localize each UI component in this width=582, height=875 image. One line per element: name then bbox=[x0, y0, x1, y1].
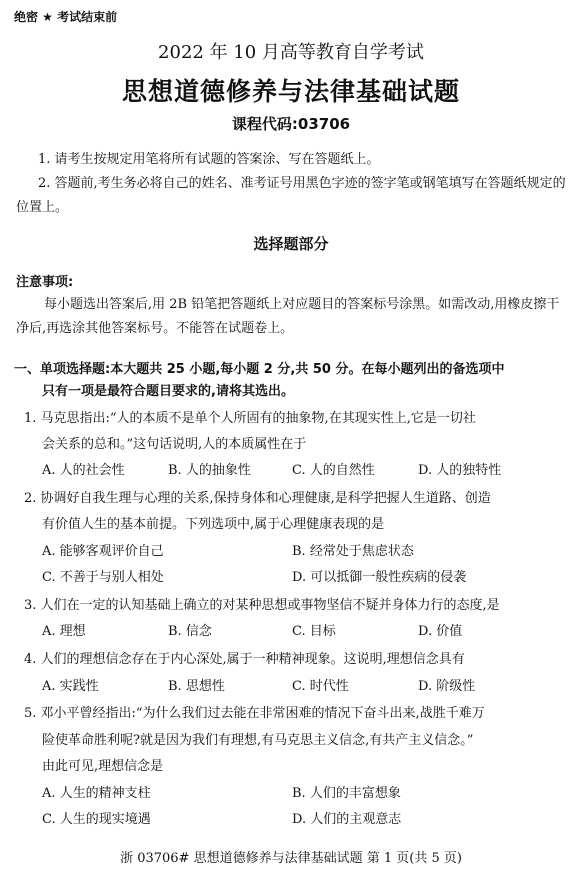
question-2-line-1: 2. 协调好自我生理与心理的关系,保持身体和心理健康,是科学把握人生道路、创造 bbox=[24, 491, 491, 506]
question-5-line-2: 险使革命胜利呢?就是因为我们有理想,有马克思主义信念,有共产主义信念。” bbox=[42, 733, 474, 748]
notice-text: 每小题选出答案后,用 2B 铅笔把答题纸上对应题目的答案标号涂黑。如需改动,用橡皮擦干净后,再选涂其他答案标号。不能答在试题卷上。 bbox=[16, 297, 560, 336]
instruction-2: 2. 答题前,考生务必将自己的姓名、准考证号用黑色字迹的签字笔或钢笔填写在答题纸规定的位置上。 bbox=[16, 176, 566, 215]
question-3-line-1: 3. 人们在一定的认知基础上确立的对某种思想或事物坚信不疑并身体力行的态度,是 bbox=[24, 598, 500, 613]
question-5-option-b: B. 人们的丰富想象 bbox=[292, 786, 401, 801]
instruction-1: 1. 请考生按规定用笔将所有试题的答案涂、写在答题纸上。 bbox=[38, 152, 380, 167]
question-3-option-b: B. 信念 bbox=[168, 624, 212, 639]
question-5-line-1: 5. 邓小平曾经指出:“为什么我们过去能在非常困难的情况下奋斗出来,战胜千难万 bbox=[24, 706, 485, 721]
subject-title: 思想道德修养与法律基础试题 bbox=[121, 77, 460, 106]
question-1-option-c: C. 人的自然性 bbox=[292, 463, 375, 478]
question-1-option-b: B. 人的抽象性 bbox=[168, 463, 251, 478]
exam-title: 2022 年 10 月高等教育自学考试 bbox=[158, 42, 424, 63]
question-1-line-2: 会关系的总和。”这句话说明,人的本质属性在于 bbox=[42, 437, 307, 452]
question-2-option-a: A. 能够客观评价自己 bbox=[42, 544, 164, 559]
question-1-line-1: 1. 马克思指出:“人的本质不是单个人所固有的抽象物,在其现实性上,它是一切社 bbox=[24, 411, 476, 426]
section-heading: 选择题部分 bbox=[253, 235, 329, 253]
question-4-option-d: D. 阶级性 bbox=[418, 679, 476, 694]
question-4-option-a: A. 实践性 bbox=[42, 679, 99, 694]
course-code: 课程代码:03706 bbox=[231, 115, 351, 133]
question-5-option-c: C. 人生的现实境遇 bbox=[42, 812, 151, 827]
question-5-option-d: D. 人们的主观意志 bbox=[292, 812, 402, 827]
question-5-option-a: A. 人生的精神支柱 bbox=[42, 786, 151, 801]
question-3-option-d: D. 价值 bbox=[418, 624, 463, 639]
question-4-option-c: C. 时代性 bbox=[292, 679, 349, 694]
question-3-option-a: A. 理想 bbox=[42, 624, 86, 639]
part-heading-continued: 只有一项是最符合题目要求的,请将其选出。 bbox=[42, 384, 294, 399]
question-4-option-b: B. 思想性 bbox=[168, 679, 225, 694]
question-2-line-2: 有价值人生的基本前提。下列选项中,属于心理健康表现的是 bbox=[42, 517, 385, 532]
question-5-line-3: 由此可见,理想信念是 bbox=[42, 759, 164, 774]
question-2-option-c: C. 不善于与别人相处 bbox=[42, 570, 164, 585]
question-2-option-b: B. 经常处于焦虑状态 bbox=[292, 544, 414, 559]
question-4-line-1: 4. 人们的理想信念存在于内心深处,属于一种精神现象。这说明,理想信念具有 bbox=[24, 652, 465, 667]
question-1-option-d: D. 人的独特性 bbox=[418, 463, 502, 478]
confidential-label: 绝密 ★ 考试结束前 bbox=[14, 10, 118, 24]
question-2-option-d: D. 可以抵御一般性疾病的侵袭 bbox=[292, 570, 467, 585]
page-footer: 浙 03706# 思想道德修养与法律基础试题 第 1 页(共 5 页) bbox=[120, 851, 462, 866]
question-1-option-a: A. 人的社会性 bbox=[42, 463, 125, 478]
part-heading: 一、单项选择题:本大题共 25 小题,每小题 2 分,共 50 分。在每小题列出的备选项中 bbox=[14, 362, 505, 377]
question-3-option-c: C. 目标 bbox=[292, 624, 336, 639]
notice-heading: 注意事项: bbox=[16, 275, 74, 290]
